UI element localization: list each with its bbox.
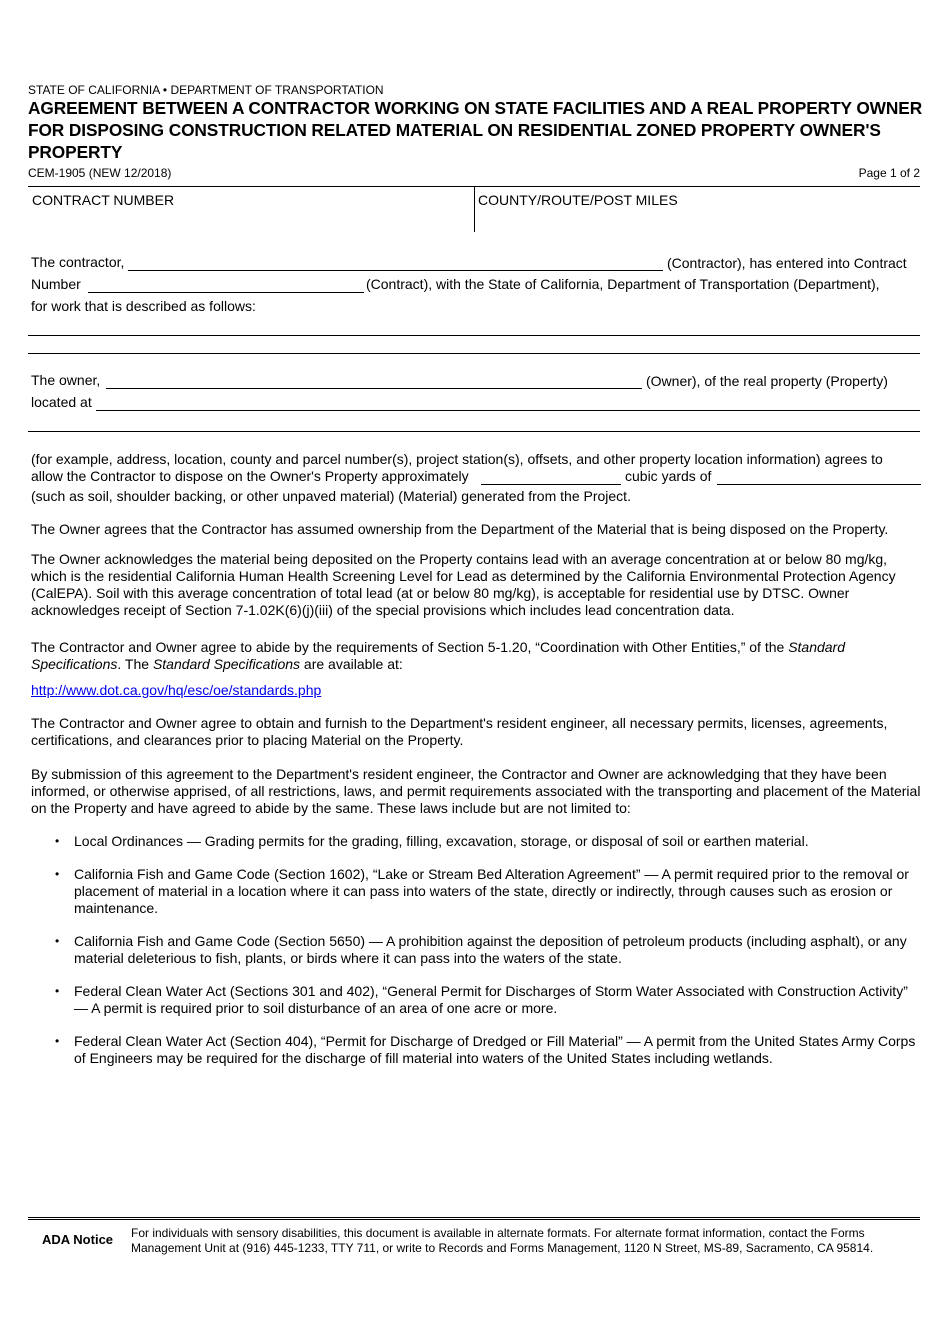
abide-italic-1: Standard Specifications — [31, 639, 846, 672]
property-location-line-2[interactable] — [28, 431, 920, 432]
number-suffix: (Contract), with the State of California, Department of Transportation (Department), — [366, 276, 880, 292]
ownership-paragraph: The Owner agrees that the Contractor has assumed ownership from the Department of the Material that is being disposed on the Property. — [31, 521, 889, 537]
bullet-text: California Fish and Game Code (Section 1602), “Lake or Stream Bed Alteration Agreement” — A permit required prior to the removal or placement of material in a location where it can pass into waters of the state, directly or indirectly, through causes such as erosion or maintenance. — [74, 866, 909, 916]
bullet-text: California Fish and Game Code (Section 5650) — A prohibition against the deposition of petroleum products (including asphalt), or any material deleterious to fish, plants, or birds where it can pass into the waters of the state. — [74, 933, 907, 966]
material-type-field[interactable] — [717, 484, 921, 485]
ada-notice-label: ADA Notice — [42, 1232, 114, 1247]
property-location-field[interactable] — [96, 410, 920, 411]
abide-text-b: . The — [117, 656, 153, 672]
bullet-dot-icon: • — [55, 984, 60, 998]
ada-notice-text: For individuals with sensory disabilities, this document is available in alternate formats. For alternate format information, contact the Forms Management Unit at (916) 445-1233, TTY 711, or write to Records and Forms Management, 1120 N Street, MS-89, Sacramento, CA 95814. — [131, 1226, 874, 1255]
owner-prefix: The owner, — [31, 372, 101, 388]
abide-italic-2: Standard Specifications — [152, 656, 301, 672]
ada-divider — [28, 1217, 920, 1220]
contractor-suffix: (Contractor), has entered into Contract — [667, 255, 907, 271]
agency-line: STATE OF CALIFORNIA • DEPARTMENT OF TRANSPORTATION — [28, 83, 384, 97]
work-described-label: for work that is described as follows: — [31, 298, 256, 314]
page-number: Page 1 of 2 — [858, 166, 920, 180]
lead-paragraph: The Owner acknowledges the material being deposited on the Property contains lead with an average concentration at or below 80 mg/kg, which is the residential California Human Health Screening Level for Lead as determined by the California Environmental Protection Agency (CalEPA). Soil with this average concentration of total lead (at or below 80 mg/kg), is acceptable for residential use by DTSC. Owner acknowledges receipt of Section 7-1.02K(6)(j)(iii) of the special provisions which includes lead concentration data. — [31, 551, 896, 618]
bullet-text: Local Ordinances — Grading permits for the grading, filling, excavation, storage, or disposal of soil or earthen material. — [74, 833, 809, 849]
work-description-line-2[interactable] — [28, 353, 920, 354]
abide-paragraph — [31, 639, 923, 673]
owner-suffix: (Owner), of the real property (Property) — [646, 373, 888, 389]
bullet-dot-icon: • — [55, 834, 60, 848]
located-at-label: located at — [31, 394, 92, 410]
county-route-field[interactable] — [474, 186, 920, 231]
example-line-2b: cubic yards of — [625, 468, 712, 484]
contract-number-inline-field[interactable] — [88, 292, 364, 293]
contractor-name-field[interactable] — [128, 270, 663, 271]
owner-name-field[interactable] — [106, 388, 642, 389]
cubic-yards-field[interactable] — [481, 484, 621, 485]
standards-link[interactable]: http://www.dot.ca.gov/hq/esc/oe/standards.php — [31, 682, 322, 698]
bullet-dot-icon: • — [55, 934, 60, 948]
form-number: CEM-1905 (NEW 12/2018) — [28, 166, 172, 180]
contract-number-label: CONTRACT NUMBER — [32, 192, 175, 208]
county-route-label: COUNTY/ROUTE/POST MILES — [478, 192, 678, 208]
example-line-2a: allow the Contractor to dispose on the Owner's Property approximately — [31, 468, 469, 484]
contract-number-field[interactable] — [28, 186, 474, 231]
permits-paragraph: The Contractor and Owner agree to obtain and furnish to the Department's resident engineer, all necessary permits, licenses, agreements, certifications, and clearances prior to placing Material on the Property. — [31, 715, 888, 748]
submission-paragraph: By submission of this agreement to the Department's resident engineer, the Contractor and Owner are acknowledging that they have been informed, or otherwise apprised, of all restrictions, laws, and permit requirements associated with the transporting and placement of the Material on the Property and have agreed to abide by the same. These laws include but are not limited to: — [31, 766, 921, 816]
bullet-text: Federal Clean Water Act (Section 404), “Permit for Discharge of Dredged or Fill Material” — A permit from the United States Army Corps of Engineers may be required for the discharge of fill material into waters of the United States including wetlands. — [74, 1033, 916, 1066]
bullet-dot-icon: • — [55, 867, 60, 881]
bullet-dot-icon: • — [55, 1034, 60, 1048]
contractor-prefix: The contractor, — [31, 254, 125, 270]
abide-text-c: are available at: — [300, 656, 403, 672]
example-line-1: (for example, address, location, county and parcel number(s), project station(s), offsets, and other property location information) agrees to — [31, 451, 883, 467]
example-line-3: (such as soil, shoulder backing, or other unpaved material) (Material) generated from the Project. — [31, 488, 631, 504]
number-prefix: Number — [31, 276, 81, 292]
work-description-line-1[interactable] — [28, 335, 920, 336]
bullet-text: Federal Clean Water Act (Sections 301 and 402), “General Permit for Discharges of Storm Water Associated with Construction Activity” — A permit is required prior to soil disturbance of an area of one acre or more. — [74, 983, 908, 1016]
document-title: AGREEMENT BETWEEN A CONTRACTOR WORKING ON STATE FACILITIES AND A REAL PROPERTY OWNER FOR DISPOSING CONSTRUCTION RELATED MATERIAL ON RESIDENTIAL ZONED PROPERTY OWNER'S PROPERTY — [28, 98, 923, 162]
abide-text-a: The Contractor and Owner agree to abide by the requirements of Section 5-1.20, “Coordination with Other Entities,” of the — [31, 639, 789, 655]
